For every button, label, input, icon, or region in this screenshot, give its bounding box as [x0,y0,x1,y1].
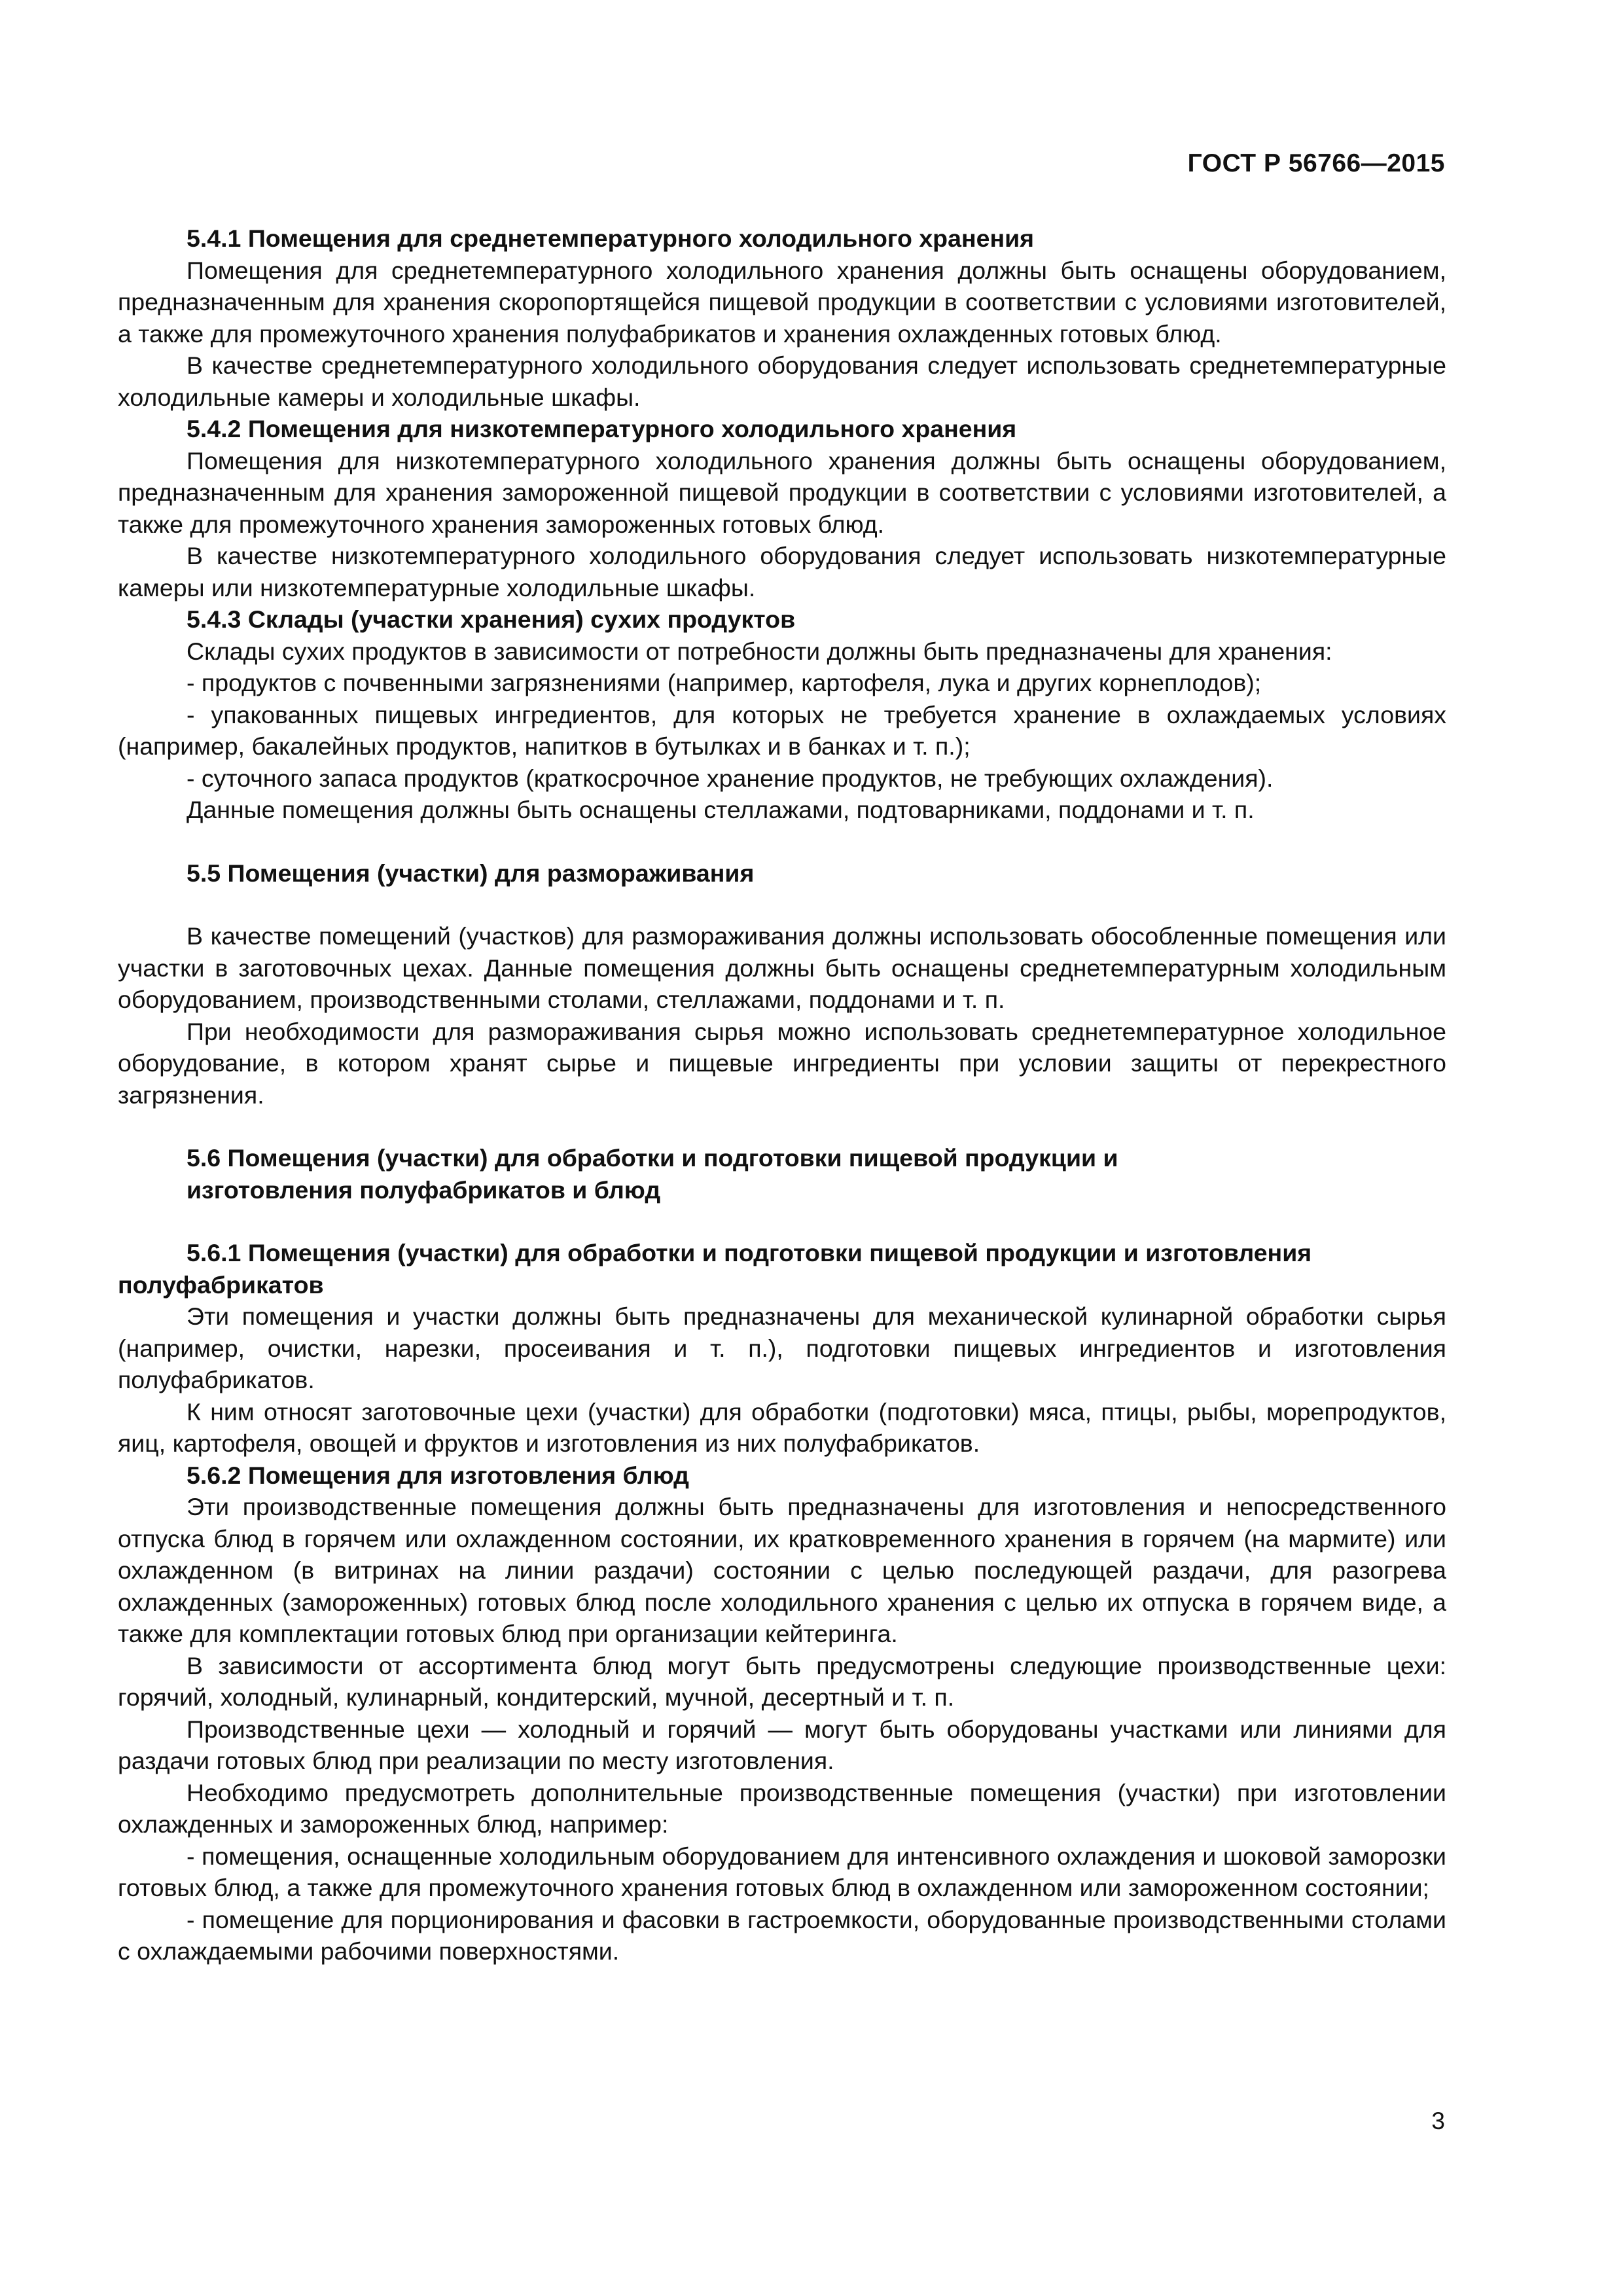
list-item: - помещение для порционирования и фасовки в гастроемкости, оборудованные производственными столами с охлаждаемыми рабочими поверхностями. [118,1905,1446,1965]
paragraph: В качестве низкотемпературного холодильного оборудования следует использовать низкотемпературные камеры или низкотемпературные холодильные шкафы. [118,542,1446,601]
heading-5-4-1: 5.4.1 Помещения для среднетемпературного холодильного хранения [187,224,1035,252]
document-header-id: ГОСТ Р 56766—2015 [1187,149,1445,177]
list-item: - помещения, оснащенные холодильным оборудованием для интенсивного охлаждения и шоковой заморозки готовых блюд, а также для промежуточного хранения готовых блюд в охлажденном или замороженном состоянии; [118,1842,1446,1901]
paragraph: К ним относят заготовочные цехи (участки) для обработки (подготовки) мяса, птицы, рыбы, морепродуктов, яиц, картофеля, овощей и фруктов и изготовления из них полуфабрикатов. [118,1397,1446,1457]
spacer [118,1206,1446,1237]
list-item: - суточного запаса продуктов (краткосрочное хранение продуктов, не требующих охлаждения). [187,764,1274,792]
heading-5-4-2: 5.4.2 Помещения для низкотемпературного холодильного хранения [187,415,1017,442]
paragraph: Помещения для низкотемпературного холодильного хранения должны быть оснащены оборудованием, предназначенным для хранения замороженной пищевой продукции в соответствии с условиями изготовителей, а также для промежуточного хранения замороженных готовых блюд. [118,446,1446,538]
heading-5-6-line-1: 5.6 Помещения (участки) для обработки и подготовки пищевой продукции и [187,1144,1118,1172]
document-body [118,223,1446,1967]
spacer [118,1111,1446,1142]
list-item: - упакованных пищевых ингредиентов, для которых не требуется хранение в охлаждаемых условиях (например, бакалейных продуктов, напитков в бутылках и в банках и т. п.); [118,700,1446,760]
heading-5-6-1: 5.6.1 Помещения (участки) для обработки и подготовки пищевой продукции и изготовления полуфабрикатов [118,1239,1312,1299]
paragraph: Необходимо предусмотреть дополнительные производственные помещения (участки) при изготовлении охлажденных и замороженных блюд, например: [118,1778,1446,1838]
paragraph: Производственные цехи — холодный и горячий — могут быть оборудованы участками или линиями для раздачи готовых блюд при реализации по месту изготовления. [118,1715,1446,1774]
paragraph: В зависимости от ассортимента блюд могут быть предусмотрены следующие производственные цехи: горячий, холодный, кулинарный, кондитерский, мучной, десертный и т. п. [118,1651,1446,1711]
heading-5-6 [118,1142,1446,1206]
paragraph: В качестве помещений (участков) для размораживания должны использовать обособленные помещения или участки в заготовочных цехах. Данные помещения должны быть оснащены среднетемпературным холодильным оборудованием, производственными столами, стеллажами, поддонами и т. п. [118,922,1446,1013]
paragraph: Данные помещения должны быть оснащены стеллажами, подтоварниками, поддонами и т. п. [187,796,1255,823]
heading-5-6-2: 5.6.2 Помещения для изготовления блюд [187,1461,689,1489]
page-number: 3 [1431,2108,1445,2134]
heading-5-4-3: 5.4.3 Склады (участки хранения) сухих продуктов [187,605,796,633]
list-item: - продуктов с почвенными загрязнениями (например, картофеля, лука и других корнеплодов); [187,669,1262,696]
paragraph: При необходимости для размораживания сырья можно использовать среднетемпературное холодильное оборудование, в котором хранят сырье и пищевые ингредиенты при условии защиты от перекрестного загрязнения. [118,1017,1446,1109]
paragraph: Эти производственные помещения должны быть предназначены для изготовления и непосредственного отпуска блюд в горячем или охлажденном состоянии, их кратковременного хранения в горячем (на мармите) или охлажденном (в витринах на линии раздачи) состоянии с целью последующей раздачи, для разогрева охлажденных (замороженных) готовых блюд после холодильного хранения с целью их отпуска в горячем виде, а также для комплектации готовых блюд при организации кейтеринга. [118,1493,1446,1647]
paragraph: Помещения для среднетемпературного холодильного хранения должны быть оснащены оборудованием, предназначенным для хранения скоропортящейся пищевой продукции в соответствии с условиями изготовителей, а также для промежуточного хранения полуфабрикатов и хранения охлажденных готовых блюд. [118,256,1446,348]
paragraph: Эти помещения и участки должны быть предназначены для механической кулинарной обработки сырья (например, очистки, нарезки, просеивания и т. п.), подготовки пищевых ингредиентов и изготовления полуфабрикатов. [118,1302,1446,1393]
heading-5-5: 5.5 Помещения (участки) для размораживания [187,859,755,887]
heading-5-6-line-2: изготовления полуфабрикатов и блюд [187,1175,661,1204]
paragraph: Склады сухих продуктов в зависимости от потребности должны быть предназначены для хранения: [187,637,1332,665]
paragraph: В качестве среднетемпературного холодильного оборудования следует использовать среднетемпературные холодильные камеры и холодильные шкафы. [118,351,1446,411]
